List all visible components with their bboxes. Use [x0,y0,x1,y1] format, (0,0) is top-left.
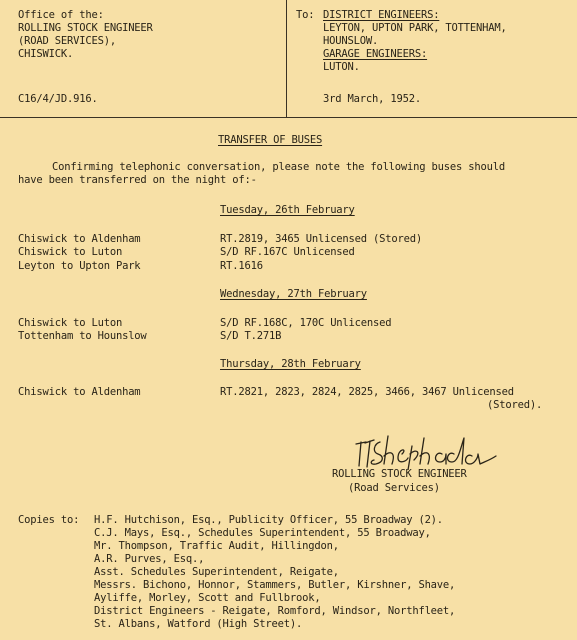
from-line: Office of the: [18,9,104,21]
district-engineers-heading: DISTRICT ENGINEERS: [323,9,440,21]
transfer-buses: RT.2819, 3465 Unlicensed (Stored) [220,233,423,245]
transfer-route: Chiswick to Luton [18,317,123,329]
header-divider-horizontal [0,117,577,118]
transfer-route: Chiswick to Aldenham [18,386,141,398]
transfer-buses: S/D RF.167C Unlicensed [220,246,355,258]
transfer-route: Chiswick to Luton [18,246,123,258]
copies-line: Messrs. Bichono, Honnor, Stammers, Butler, Kirshner, Shave, [94,579,456,591]
handwritten-signature [350,434,500,470]
transfer-buses: S/D T.271B [220,330,282,342]
copies-line: H.F. Hutchison, Esq., Publicity Officer, 55 Broadway (2). [94,514,443,526]
copies-line: St. Albans, Watford (High Street). [94,618,303,630]
from-line: (ROAD SERVICES), [18,35,116,47]
copies-line: C.J. Mays, Esq., Schedules Superintendent, 55 Broadway, [94,527,431,539]
day-heading: Wednesday, 27th February [220,288,367,300]
copies-line: Asst. Schedules Superintendent, Reigate, [94,566,339,578]
copies-line: District Engineers - Reigate, Romford, Windsor, Northfleet, [94,605,456,617]
memo-title: TRANSFER OF BUSES [218,134,323,146]
signatory-subtitle: (Road Services) [348,482,440,494]
from-line: ROLLING STOCK ENGINEER [18,22,153,34]
transfer-buses: RT.1616 [220,260,263,272]
day-heading: Thursday, 28th February [220,358,361,370]
copies-label: Copies to: [18,514,80,526]
garage-line: LUTON. [323,61,360,73]
to-label: To: [296,9,315,21]
from-line: CHISWICK. [18,48,74,60]
signatory-title: ROLLING STOCK ENGINEER [332,468,467,480]
transfer-route: Leyton to Upton Park [18,260,141,272]
district-line: HOUNSLOW. [323,35,379,47]
copies-line: A.R. Purves, Esq., [94,553,205,565]
intro-line: have been transferred on the night of:- [18,174,257,186]
memo-date: 3rd March, 1952. [323,93,421,105]
reference-number: C16/4/JD.916. [18,93,98,105]
copies-line: Mr. Thompson, Traffic Audit, Hillingdon, [94,540,339,552]
day-heading: Tuesday, 26th February [220,204,355,216]
transfer-route: Tottenham to Hounslow [18,330,147,342]
transfer-continuation: (Stored). [487,399,543,411]
transfer-buses: RT.2821, 2823, 2824, 2825, 3466, 3467 Unlicensed [220,386,514,398]
copies-line: Ayliffe, Morley, Scott and Fullbrook, [94,592,321,604]
header-divider-vertical [286,0,287,118]
district-line: LEYTON, UPTON PARK, TOTTENHAM, [323,22,507,34]
intro-line: Confirming telephonic conversation, please note the following buses should [52,161,505,173]
transfer-buses: S/D RF.168C, 170C Unlicensed [220,317,392,329]
transfer-route: Chiswick to Aldenham [18,233,141,245]
garage-engineers-heading: GARAGE ENGINEERS: [323,48,428,60]
